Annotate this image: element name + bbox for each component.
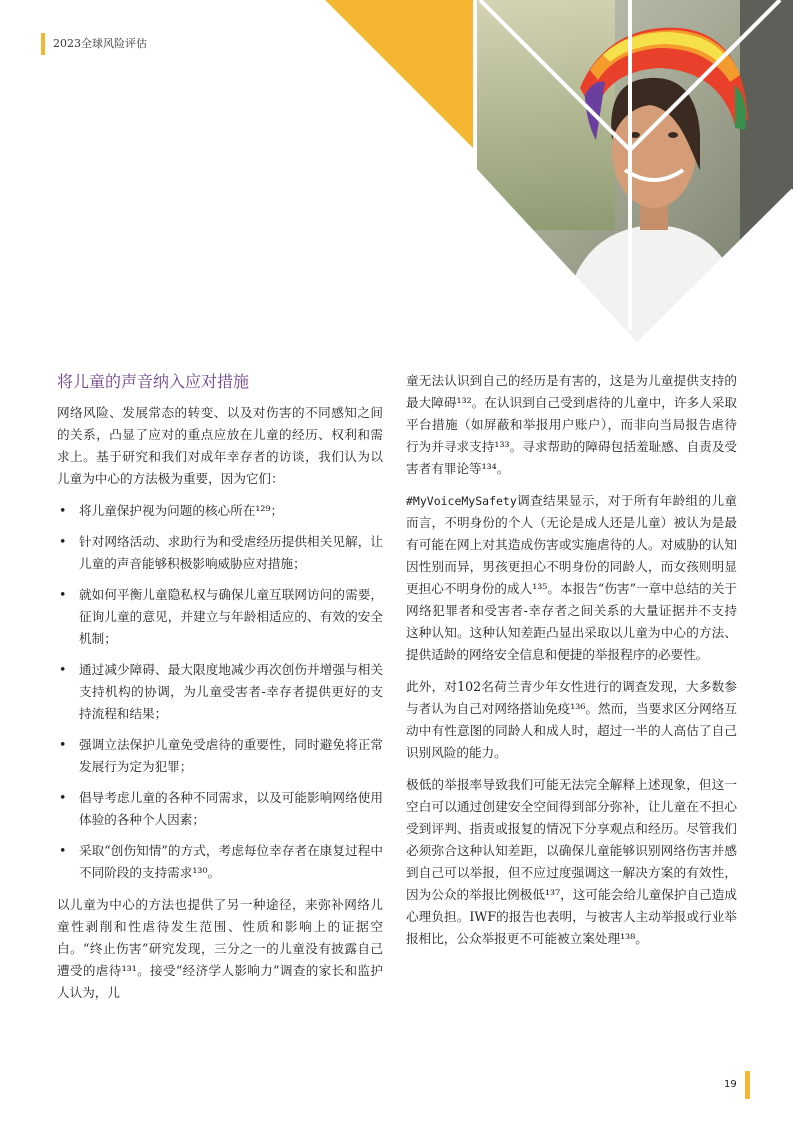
list-item: • 通过减少障碍、最大限度地减少再次创伤并增强与相关支持机构的协调，为儿童受害者-幸存者提供更好的支持流程和结果； [57, 659, 383, 725]
body-paragraph-4: 极低的举报率导致我们可能无法完全解释上述现象，但这一空白可以通过创建安全空间得到部分弥补，让儿童在不担心受到评判、指责或报复的情况下分享观点和经历。尽管我们必须弥合这种认知差距，以确保儿童能够识别网络伤害并感到自己可以举报，但不应过度强调这一解决方案的有效性，因为公众的举报比例极低¹³⁷，这可能会给儿童保护自己造成心理负担。IWF的报告也表明，与被害人主动举报或行业举报相比，公众举报更不可能被立案处理¹³⁸。 [406, 777, 737, 946]
list-item: • 强调立法保护儿童免受虐待的重要性，同时避免将正常发展行为定为犯罪； [57, 734, 383, 778]
page-number: 19 [724, 1079, 737, 1090]
bullet-icon: • [59, 843, 67, 858]
list-item: • 采取“创伤知情”的方式，考虑每位幸存者在康复过程中不同阶段的支持需求¹³⁰。 [57, 840, 383, 884]
bullet-icon: • [59, 790, 67, 805]
body-paragraph-1: 童无法认识到自己的经历是有害的，这是为儿童提供支持的最大障碍¹³²。在认识到自己受到虐待的儿童中，许多人采取平台措施（如屏蔽和举报用户账户），而非向当局报告虐待行为并寻求支持¹³³。寻求帮助的障碍包括羞耻感、自责及受害者有罪论等¹³⁴。 [406, 373, 737, 476]
bullet-icon: • [59, 587, 67, 602]
body-paragraph-2: #MyVoiceMySafety调查结果显示，对于所有年龄组的儿童而言，不明身份的个人（无论是成人还是儿童）被认为是最有可能在网上对其造成伤害或实施虐待的人。对威胁的认知因性别而异，男孩更担心不明身份的同龄人，而女孩则明显更担心不明身份的成人¹³⁵。本报告“伤害”一章中总结的关于网络犯罪者和受害者-幸存者之间关系的大量证据并不支持这种认知。这种认知差距凸显出采取以儿童为中心的方法、提供适龄的网络安全信息和便捷的举报程序的必要性。 [406, 493, 737, 662]
page-number-accent-bar [745, 1071, 750, 1099]
list-item: • 针对网络活动、求助行为和受虐经历提供相关见解，让儿童的声音能够积极影响威胁应对措施； [57, 531, 383, 575]
body-paragraph-3: 此外，对102名荷兰青少年女性进行的调查发现，大多数参与者认为自己对网络搭讪免疫¹³⁶。然而，当要求区分网络互动中有性意图的同龄人和成人时，超过一半的人高估了自己识别风险的能力。 [406, 679, 737, 760]
intro-paragraph: 网络风险、发展常态的转变、以及对伤害的不同感知之间的关系，凸显了应对的重点应放在儿童的经历、权利和需求上。基于研究和我们对成年幸存者的访谈，我们认为以儿童为中心的方法极为重要，因为它们： [57, 405, 383, 486]
bullet-icon: • [59, 534, 67, 549]
bullet-icon: • [59, 737, 67, 752]
left-column [57, 370, 383, 1014]
list-item: • 就如何平衡儿童隐私权与确保儿童互联网访问的需要，征询儿童的意见，并建立与年龄相适应的、有效的安全机制； [57, 584, 383, 650]
bullet-icon: • [59, 662, 67, 677]
right-column [406, 370, 737, 960]
list-item: • 将儿童保护视为问题的核心所在¹²⁹； [57, 500, 383, 522]
hero-image [0, 0, 793, 345]
left-body-paragraph: 以儿童为中心的方法也提供了另一种途径，来弥补网络儿童性剥削和性虐待发生范围、性质和影响上的证据空白。“终止伤害”研究发现，三分之一的儿童没有披露自己遭受的虐待¹³¹。接受“经济学人影响力”调查的家长和监护人认为，儿 [57, 897, 383, 1000]
bullet-icon: • [59, 503, 67, 518]
section-title: 将儿童的声音纳入应对措施 [57, 372, 250, 391]
yellow-triangle [325, 0, 475, 150]
report-title: 2023全球风险评估 [53, 37, 147, 50]
list-item: • 倡导考虑儿童的各种不同需求，以及可能影响网络使用体验的各种个人因素； [57, 787, 383, 831]
hashtag: #MyVoiceMySafety [406, 494, 517, 508]
bullet-list [57, 500, 383, 884]
